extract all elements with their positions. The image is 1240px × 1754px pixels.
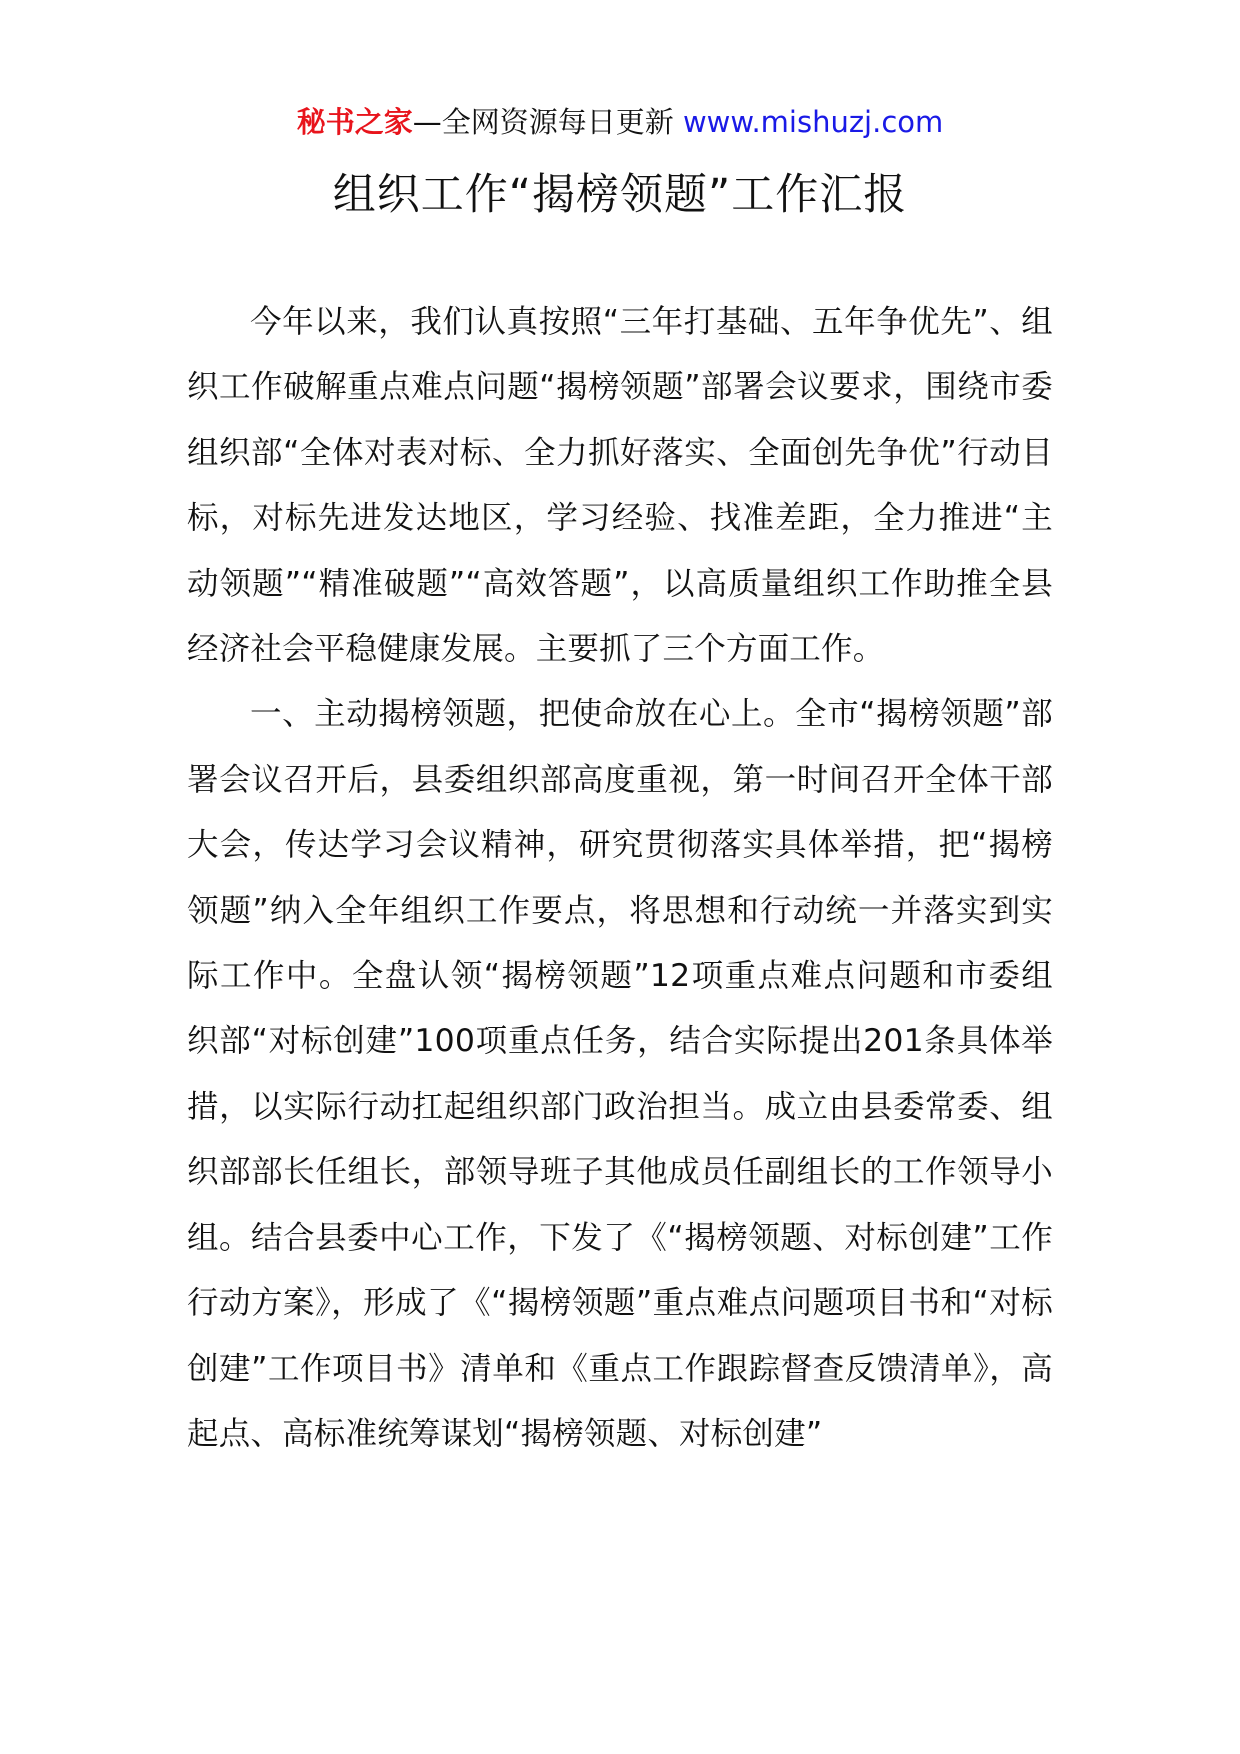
site-slogan: —全网资源每日更新 <box>412 105 683 139</box>
paragraph-section-one: 一、主动揭榜领题，把使命放在心上。全市“揭榜领题”部署会议召开后，县委组织部高度重视，第一时间召开全体干部大会，传达学习会议精神，研究贯彻落实具体举措，把“揭榜领题”纳入全年组织工作要点，将思想和行动统一并落实到实际工作中。全盘认领“揭榜领题”12项重点难点问题和市委组织部“对标创建”100项重点任务，结合实际提出201条具体举措，以实际行动扛起组织部门政治担当。成立由县委常委、组织部部长任组长，部领导班子其他成员任副组长的工作领导小组。结合县委中心工作，下发了《“揭榜领题、对标创建”工作行动方案》，形成了《“揭榜领题”重点难点问题项目书和“对标创建”工作项目书》清单和《重点工作跟踪督查反馈清单》，高起点、高标准统筹谋划“揭榜领题、对标创建” <box>187 696 1053 1452</box>
site-header <box>0 100 1240 144</box>
document-body <box>187 290 1053 1467</box>
brand-name: 秘书之家 <box>296 105 413 139</box>
site-url-link[interactable]: www.mishuzj.com <box>682 105 944 139</box>
paragraph-intro: 今年以来，我们认真按照“三年打基础、五年争优先”、组织工作破解重点难点问题“揭榜领题”部署会议要求，围绕市委组织部“全体对表对标、全力抓好落实、全面创先争优”行动目标，对标先进发达地区，学习经验、找准差距，全力推进“主动领题”“精准破题”“高效答题”，以高质量组织工作助推全县经济社会平稳健康发展。主要抓了三个方面工作。 <box>187 304 1053 668</box>
document-title: 组织工作“揭榜领题”工作汇报 <box>332 170 908 220</box>
